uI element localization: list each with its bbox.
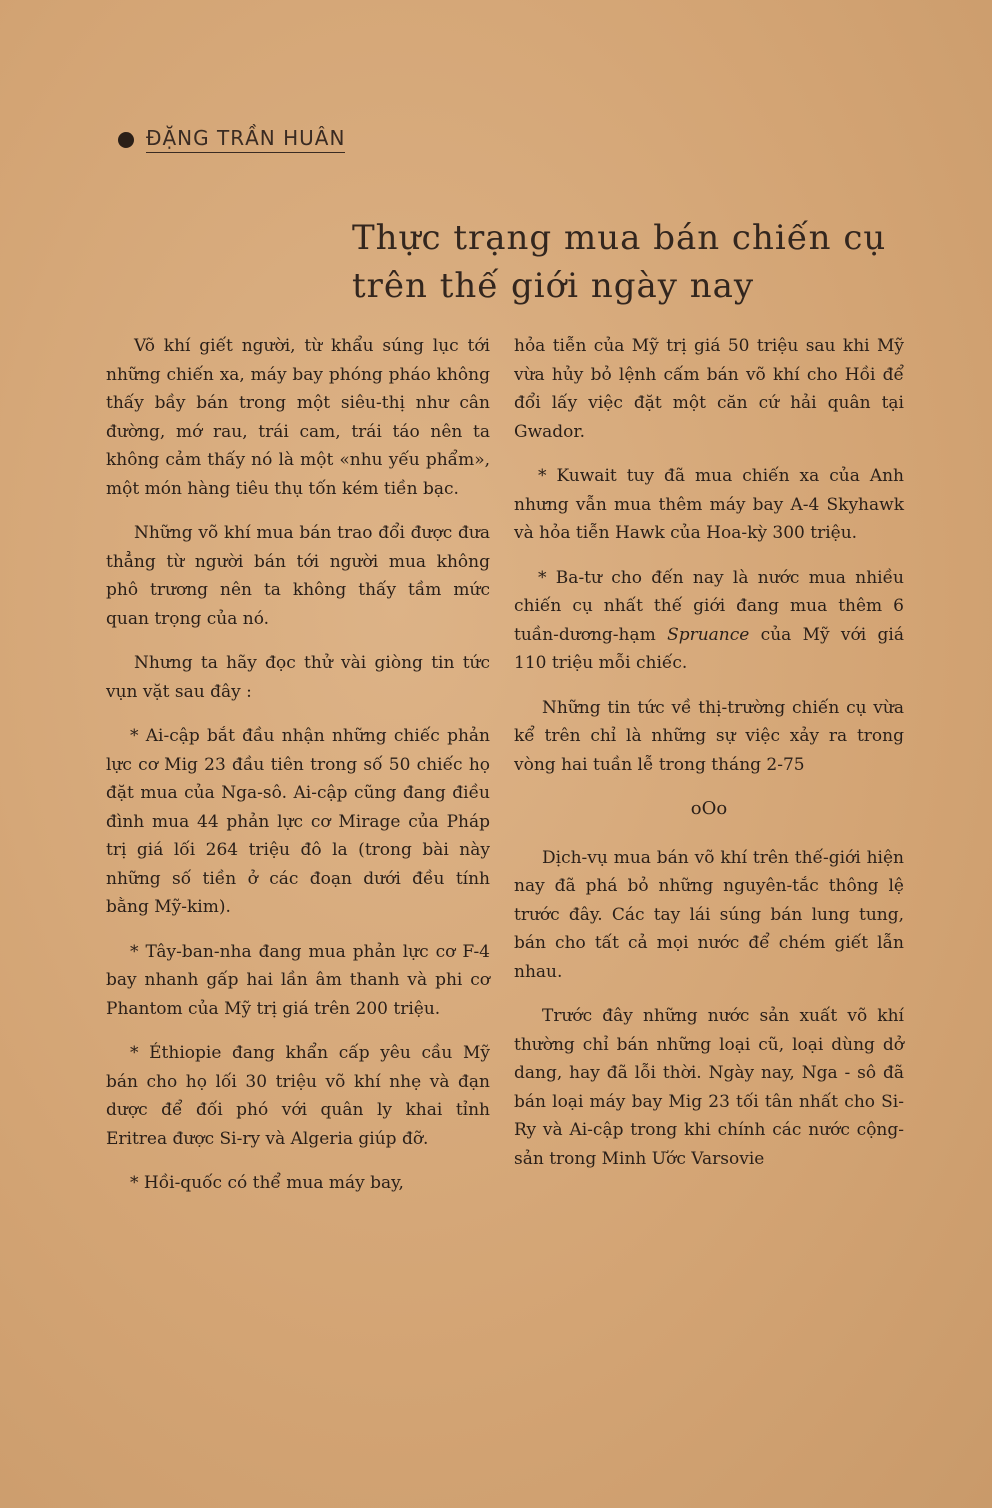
ship-name: Spruance (667, 624, 750, 645)
news-item-text: * Ba-tư cho đến nay là nước mua nhiều chiến cụ nhất thế giới đang mua thêm 6 tuần-dương-hạm (514, 567, 904, 645)
paragraph-continued: hỏa tiễn của Mỹ trị giá 50 triệu sau khi Mỹ vừa hủy bỏ lệnh cấm bán võ khí cho Hồi để đổi lấy việc đặt một căn cứ hải quân tại Gwador. (514, 336, 904, 442)
paragraph: Nhưng ta hãy đọc thử vài giòng tin tức vụn vặt sau đây : (106, 653, 490, 702)
author-name: ĐẶNG TRẦN HUÂN (146, 126, 345, 153)
section-separator: oOo (690, 798, 728, 819)
news-item: * Tây-ban-nha đang mua phản lực cơ F-4 bay nhanh gấp hai lần âm thanh và phi cơ Phantom của Mỹ trị giá trên 200 triệu. (106, 941, 490, 1019)
paragraph: Trước đây những nước sản xuất võ khí thường chỉ bán những loại cũ, loại dùng dở dang, hay đã lỗi thời. Ngày nay, Nga - sô đã bán loại máy bay Mig 23 tối tân nhất cho Si-Ry và Ai-cập trong khi chính các nước cộng-sản trong Minh Ước Varsovie (514, 1006, 904, 1169)
bullet-dot-icon (118, 132, 134, 148)
news-item-text: của Mỹ với giá 110 triệu mỗi chiếc. (514, 624, 904, 673)
news-item: * Ai-cập bắt đầu nhận những chiếc phản lực cơ Mig 23 đầu tiên trong số 50 chiếc họ đặt mua của Nga-sô. Ai-cập cũng đang điều đình mua 44 phản lực cơ Mirage của Pháp trị giá lối 264 triệu đô la (trong bài này những số tiền ở các đoạn dưới đều tính bằng Mỹ-kim). (106, 726, 490, 917)
left-column (106, 332, 490, 1214)
news-item: * Kuwait tuy đã mua chiến xa của Anh nhưng vẫn mua thêm máy bay A-4 Skyhawk và hỏa tiễn Hawk của Hoa-kỳ 300 triệu. (514, 466, 904, 543)
article-title (352, 214, 952, 310)
paragraph: Những võ khí mua bán trao đổi được đưa thẳng từ người bán tới người mua không phô trương nên ta không thấy tầm mức quan trọng của nó. (106, 523, 490, 629)
title-line-2: trên thế giới ngày nay (352, 266, 755, 306)
news-item: * Hồi-quốc có thể mua máy bay, (130, 1173, 404, 1193)
paragraph: Những tin tức về thị-trường chiến cụ vừa kể trên chỉ là những sự việc xảy ra trong vòng hai tuần lễ trong tháng 2-75 (514, 697, 904, 775)
paragraph: Võ khí giết người, từ khẩu súng lục tới những chiến xa, máy bay phóng pháo không thấy bầy bán trong một siêu-thị như cân đường, mớ rau, trái cam, trái táo nên ta không cảm thấy nó là một «nhu yếu phẩm», một món hàng tiêu thụ tốn kém tiền bạc. (106, 336, 490, 499)
news-item (514, 564, 904, 678)
right-column (514, 332, 904, 1189)
title-line-1: Thực trạng mua bán chiến cụ (352, 218, 887, 258)
author-byline (118, 126, 345, 153)
news-item: * Éthiopie đang khẩn cấp yêu cầu Mỹ bán cho họ lối 30 triệu võ khí nhẹ và đạn dược để đối phó với quân ly khai tỉnh Eritrea được Si-ry và Algeria giúp đỡ. (106, 1043, 490, 1149)
paragraph: Dịch-vụ mua bán võ khí trên thế-giới hiện nay đã phá bỏ những nguyên-tắc thông lệ trước đây. Các tay lái súng bán lung tung, bán cho tất cả mọi nước để chém giết lẫn nhau. (514, 847, 904, 982)
